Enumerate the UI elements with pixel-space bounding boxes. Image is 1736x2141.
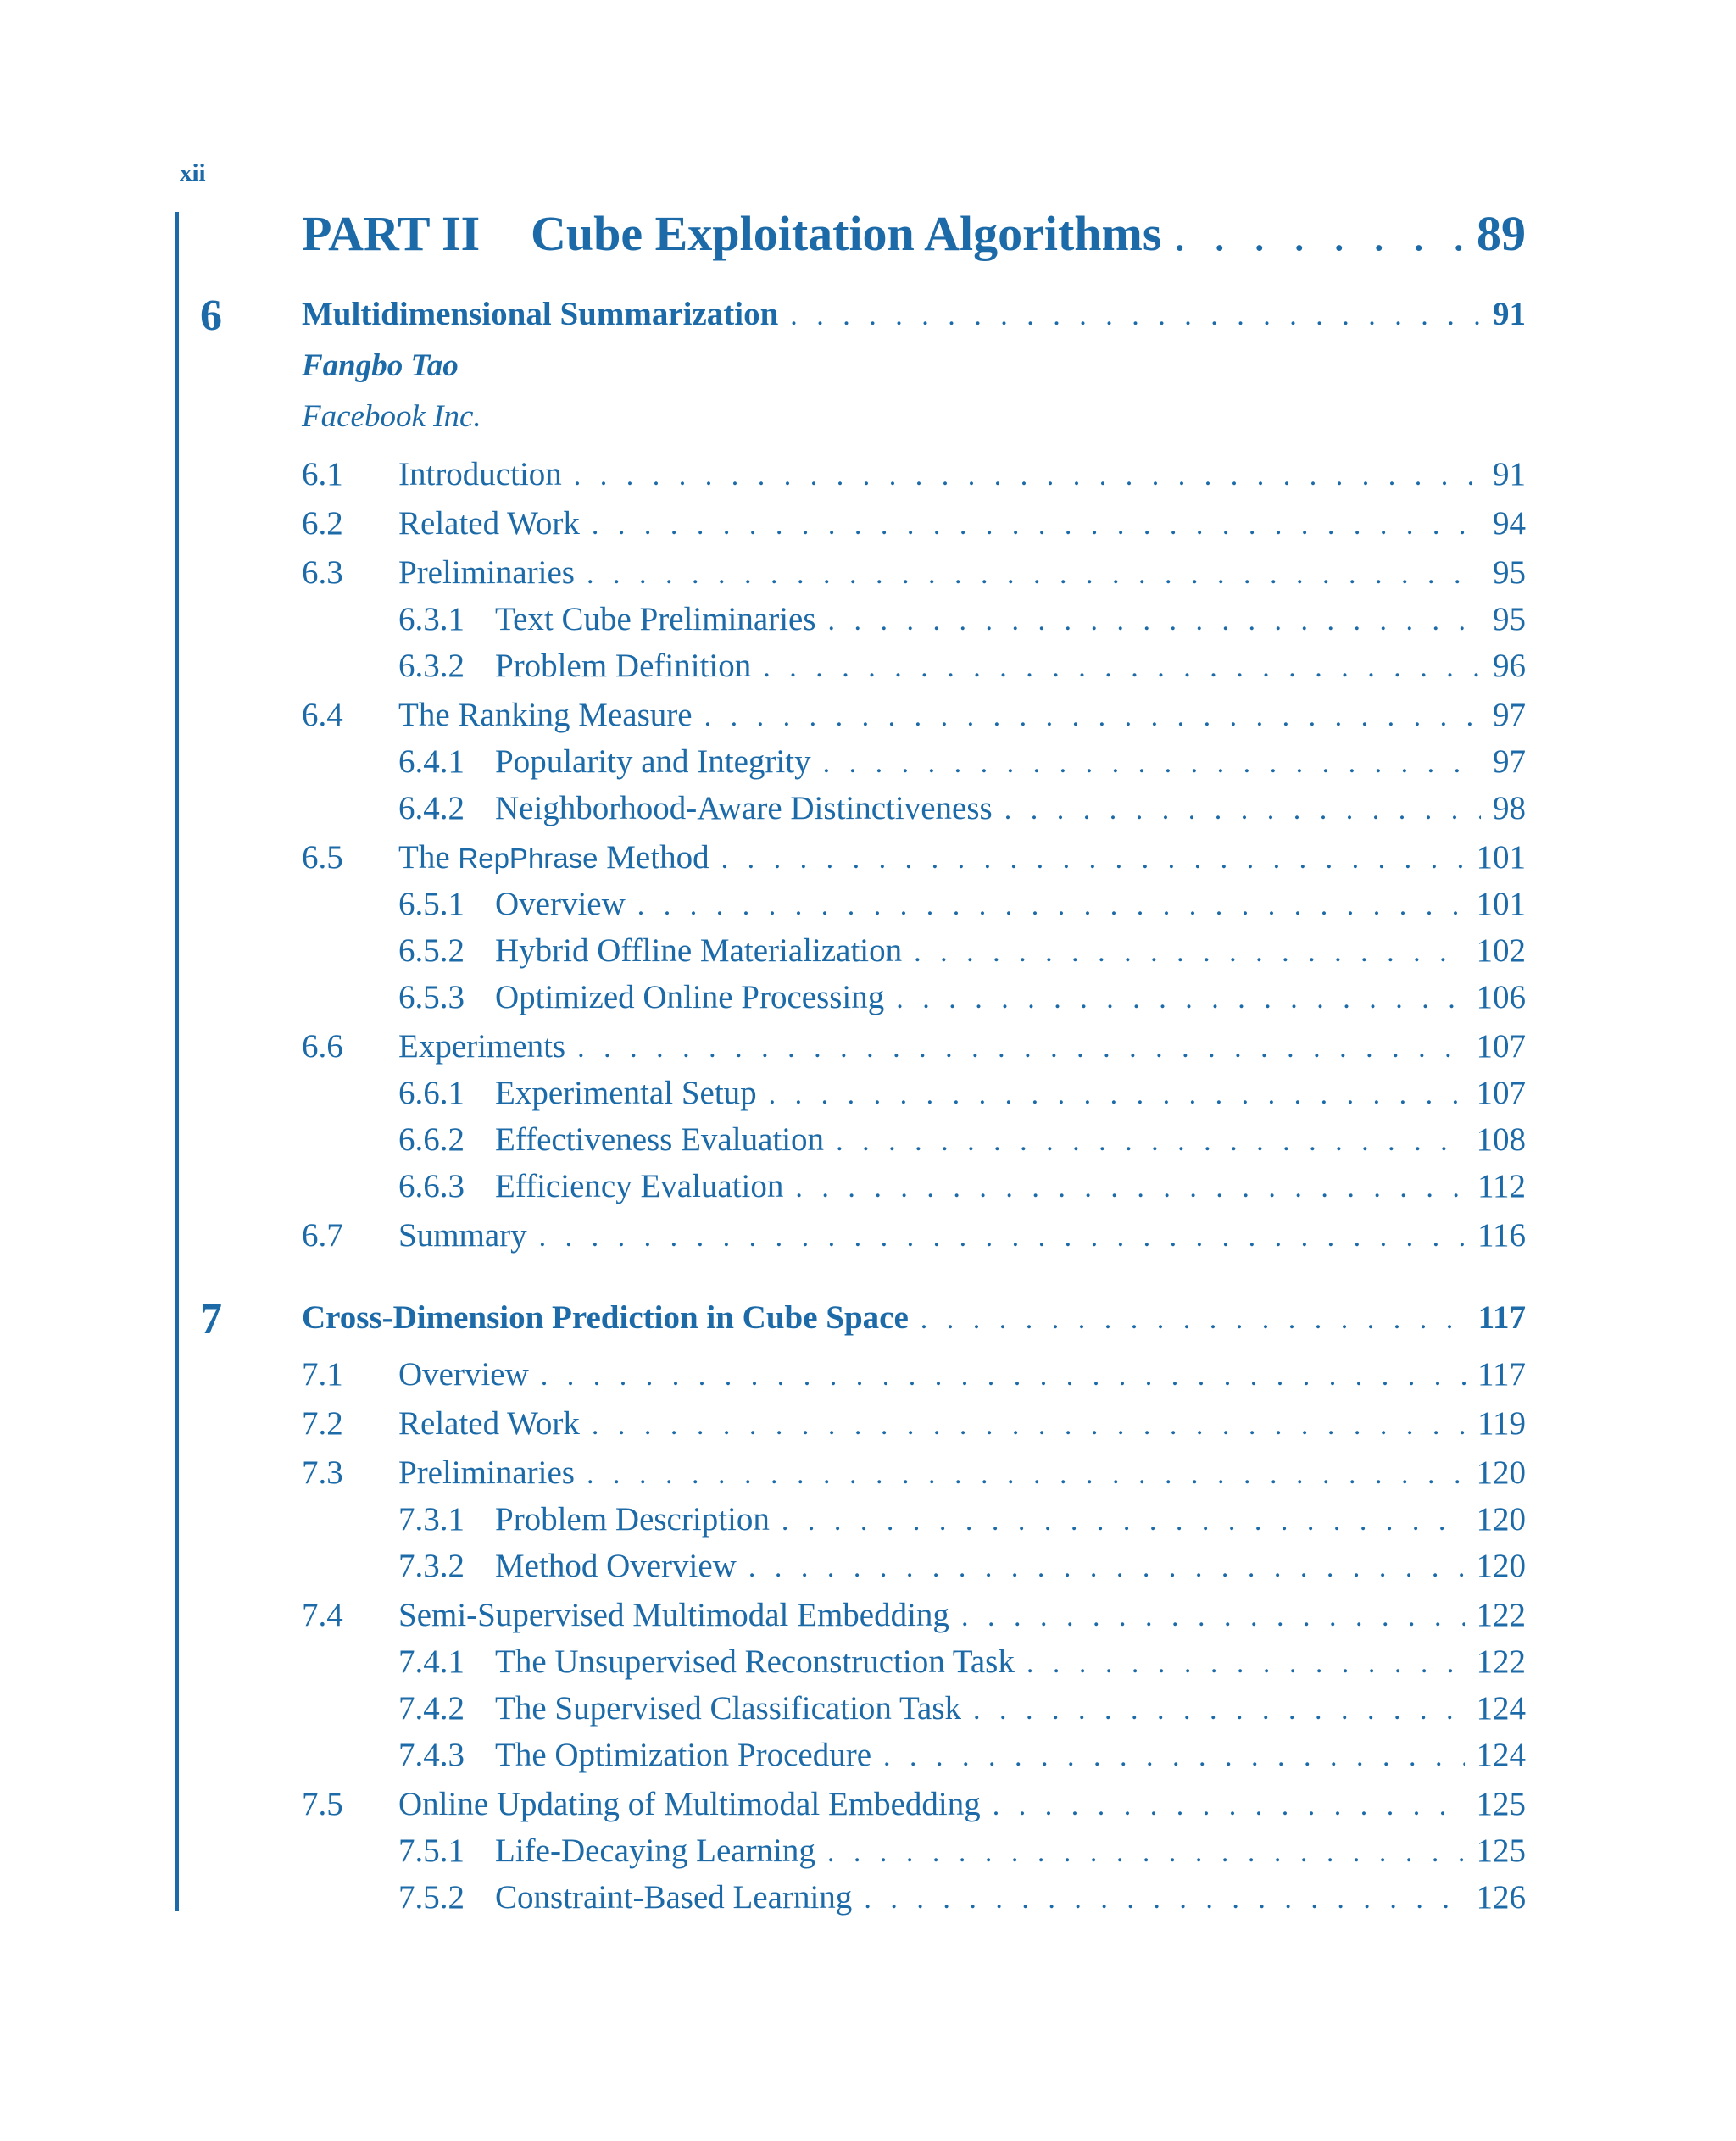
entry-page: 119: [1477, 1405, 1526, 1442]
entry-number: 6.5: [302, 839, 343, 876]
entry-title: Semi-Supervised Multimodal Embedding: [398, 1597, 949, 1633]
toc-subsection-entry[interactable]: [398, 1163, 1526, 1210]
entry-page: 125: [1476, 1786, 1526, 1822]
entry-number: 7.4: [302, 1597, 343, 1633]
chapter-number: 6: [200, 292, 222, 340]
entry-number: 7.1: [302, 1356, 343, 1393]
page-folio: xii: [180, 159, 206, 186]
part-title: Cube Exploitation Algorithms: [531, 206, 1162, 261]
entry-page: 122: [1476, 1643, 1526, 1680]
toc-subsection-entry[interactable]: [398, 927, 1526, 975]
chapter-title: Cross-Dimension Prediction in Cube Space: [302, 1299, 909, 1336]
toc-subsection-entry[interactable]: [398, 1685, 1526, 1732]
dot-leader: [883, 1733, 1464, 1781]
toc-section-entry[interactable]: [302, 451, 1526, 498]
entry-title: Effectiveness Evaluation: [495, 1121, 825, 1158]
dot-leader: [587, 551, 1481, 598]
entry-title: Text Cube Preliminaries: [495, 601, 816, 637]
entry-page: 124: [1476, 1690, 1526, 1727]
toc-section-entry[interactable]: [302, 549, 1526, 597]
toc-subsection-entry[interactable]: [398, 642, 1526, 690]
entry-title-code: RepPhrase: [458, 842, 598, 874]
dot-leader: [993, 1782, 1465, 1830]
entry-number: 6.3: [302, 554, 343, 591]
entry-title: Overview: [398, 1356, 529, 1393]
entry-title: Hybrid Offline Materialization: [495, 932, 903, 969]
entry-title: The Ranking Measure: [398, 697, 693, 733]
toc-section-entry[interactable]: [302, 1023, 1526, 1070]
entry-page: 106: [1476, 979, 1526, 1015]
entry-title: Popularity and Integrity: [495, 743, 811, 780]
entry-page: 97: [1493, 743, 1526, 780]
chapter-number: 7: [200, 1295, 222, 1343]
entry-number: 6.2: [302, 505, 343, 542]
toc-subsection-entry[interactable]: [398, 596, 1526, 643]
dot-leader: [864, 1876, 1464, 1923]
dot-leader: [541, 1353, 1466, 1400]
entry-number: 7.5.2: [398, 1879, 465, 1916]
entry-page: 120: [1476, 1548, 1526, 1584]
toc-section-entry[interactable]: [302, 1351, 1526, 1399]
dot-leader: [828, 598, 1481, 645]
entry-page: 126: [1476, 1879, 1526, 1916]
entry-number: 6.7: [302, 1217, 343, 1254]
entry-title: Overview: [495, 886, 626, 922]
entry-number: 7.4.1: [398, 1643, 465, 1680]
toc-subsection-entry[interactable]: [398, 738, 1526, 786]
part-heading: [302, 200, 1526, 268]
entry-number: 6.6.2: [398, 1121, 465, 1158]
entry-title: The Unsupervised Reconstruction Task: [495, 1643, 1015, 1680]
entry-title: Related Work: [398, 505, 580, 542]
entry-number: 7.3.1: [398, 1501, 465, 1538]
toc-subsection-entry[interactable]: [398, 1874, 1526, 1921]
entry-page: 124: [1476, 1737, 1526, 1773]
entry-title: Constraint-Based Learning: [495, 1879, 853, 1916]
entry-page: 96: [1493, 648, 1526, 684]
toc-subsection-entry[interactable]: [398, 1543, 1526, 1590]
entry-number: 6.4.2: [398, 790, 465, 826]
entry-title: Online Updating of Multimodal Embedding: [398, 1786, 981, 1822]
entry-page: 120: [1476, 1454, 1526, 1491]
entry-title: Method Overview: [495, 1548, 737, 1584]
dot-leader: [592, 502, 1481, 549]
entry-page: 120: [1476, 1501, 1526, 1538]
dot-leader: [973, 1687, 1464, 1734]
entry-page: 116: [1477, 1217, 1526, 1254]
toc-section-entry[interactable]: [302, 500, 1526, 548]
entry-number: 6.3.1: [398, 601, 465, 637]
dot-leader: [790, 292, 1481, 340]
entry-number: 7.5.1: [398, 1832, 465, 1869]
entry-number: 7.2: [302, 1405, 343, 1442]
entry-page: 97: [1493, 697, 1526, 733]
dot-leader: [592, 1402, 1466, 1449]
entry-page: 107: [1476, 1028, 1526, 1065]
entry-title: [398, 834, 709, 882]
dot-leader: [1004, 787, 1481, 834]
dot-leader: [1173, 200, 1465, 268]
entry-number: 7.3: [302, 1454, 343, 1491]
dot-leader: [763, 644, 1481, 692]
entry-page: 95: [1493, 554, 1526, 591]
entry-title: Summary: [398, 1217, 527, 1254]
dot-leader: [1027, 1640, 1465, 1688]
toc-section-entry[interactable]: [302, 1400, 1526, 1448]
entry-page: 95: [1493, 601, 1526, 637]
dot-leader: [961, 1593, 1465, 1641]
entry-page: 101: [1476, 886, 1526, 922]
entry-title-part: Method: [598, 839, 709, 876]
entry-page: 98: [1493, 790, 1526, 826]
dot-leader: [637, 882, 1465, 930]
dot-leader: [921, 1296, 1466, 1343]
entry-page: 117: [1477, 1356, 1526, 1393]
chapter-affiliation: Facebook Inc.: [302, 399, 481, 434]
toc-subsection-entry[interactable]: [398, 1732, 1526, 1779]
entry-number: 6.4.1: [398, 743, 465, 780]
chapter-page: 117: [1477, 1299, 1526, 1336]
entry-page: 91: [1493, 456, 1526, 492]
entry-page: 122: [1476, 1597, 1526, 1633]
entry-page: 108: [1476, 1121, 1526, 1158]
dot-leader: [748, 1544, 1465, 1592]
toc-section-entry[interactable]: [302, 1592, 1526, 1639]
chapter-title-row[interactable]: [302, 291, 1526, 338]
toc-subsection-entry[interactable]: [398, 881, 1526, 928]
dot-leader: [721, 836, 1465, 883]
margin-rule: [175, 212, 179, 1911]
part-page: 89: [1477, 206, 1526, 261]
toc-section-entry[interactable]: [302, 692, 1526, 739]
toc-subsection-entry[interactable]: [398, 1638, 1526, 1686]
entry-title: Preliminaries: [398, 554, 575, 591]
chapter-title-row[interactable]: [302, 1294, 1526, 1342]
toc-section-entry[interactable]: [302, 1212, 1526, 1260]
entry-title: Experimental Setup: [495, 1075, 757, 1111]
chapter-page: 91: [1493, 296, 1526, 332]
entry-title: Efficiency Evaluation: [495, 1168, 784, 1204]
toc-section-entry[interactable]: [302, 1781, 1526, 1828]
entry-number: 6.5.2: [398, 932, 465, 969]
toc-section-entry[interactable]: [302, 834, 1526, 881]
entry-title: Problem Definition: [495, 648, 752, 684]
entry-title: The Optimization Procedure: [495, 1737, 872, 1773]
entry-title: Preliminaries: [398, 1454, 575, 1491]
toc-subsection-entry[interactable]: [398, 785, 1526, 832]
entry-number: 7.4.2: [398, 1690, 465, 1727]
dot-leader: [577, 1025, 1464, 1072]
dot-leader: [914, 929, 1464, 976]
entry-title: Problem Description: [495, 1501, 770, 1538]
dot-leader: [896, 976, 1464, 1023]
part-number: PART II: [302, 206, 481, 261]
entry-number: 7.5: [302, 1786, 343, 1822]
dot-leader: [574, 453, 1481, 500]
entry-page: 107: [1476, 1075, 1526, 1111]
entry-page: 94: [1493, 505, 1526, 542]
dot-leader: [795, 1165, 1466, 1212]
chapter-author: Fangbo Tao: [302, 348, 459, 383]
entry-number: 6.5.3: [398, 979, 465, 1015]
entry-title: Neighborhood-Aware Distinctiveness: [495, 790, 993, 826]
entry-title: The Supervised Classification Task: [495, 1690, 962, 1727]
entry-number: 7.3.2: [398, 1548, 465, 1584]
toc-subsection-entry[interactable]: [398, 1496, 1526, 1543]
entry-title: Life-Decaying Learning: [495, 1832, 815, 1869]
entry-number: 6.6.1: [398, 1075, 465, 1111]
dot-leader: [836, 1118, 1464, 1165]
dot-leader: [769, 1071, 1465, 1119]
toc-subsection-entry[interactable]: [398, 1116, 1526, 1164]
entry-number: 6.4: [302, 697, 343, 733]
entry-title: Optimized Online Processing: [495, 979, 885, 1015]
entry-number: 6.6.3: [398, 1168, 465, 1204]
entry-number: 6.5.1: [398, 886, 465, 922]
dot-leader: [827, 1829, 1465, 1877]
toc-subsection-entry[interactable]: [398, 1070, 1526, 1117]
entry-number: 7.4.3: [398, 1737, 465, 1773]
entry-number: 6.3.2: [398, 648, 465, 684]
entry-title: Experiments: [398, 1028, 566, 1065]
dot-leader: [587, 1451, 1465, 1499]
toc-section-entry[interactable]: [302, 1449, 1526, 1497]
dot-leader: [823, 740, 1481, 787]
entry-number: 6.6: [302, 1028, 343, 1065]
toc-subsection-entry[interactable]: [398, 1827, 1526, 1875]
entry-page: 101: [1476, 839, 1526, 876]
entry-page: 125: [1476, 1832, 1526, 1869]
dot-leader: [782, 1498, 1465, 1545]
entry-page: 102: [1476, 932, 1526, 969]
entry-title: Introduction: [398, 456, 562, 492]
entry-number: 6.1: [302, 456, 343, 492]
dot-leader: [539, 1214, 1466, 1261]
toc-subsection-entry[interactable]: [398, 974, 1526, 1021]
entry-page: 112: [1477, 1168, 1526, 1204]
entry-title: Related Work: [398, 1405, 580, 1442]
dot-leader: [704, 693, 1481, 741]
chapter-title: Multidimensional Summarization: [302, 296, 779, 332]
entry-title-part: The: [398, 839, 459, 876]
